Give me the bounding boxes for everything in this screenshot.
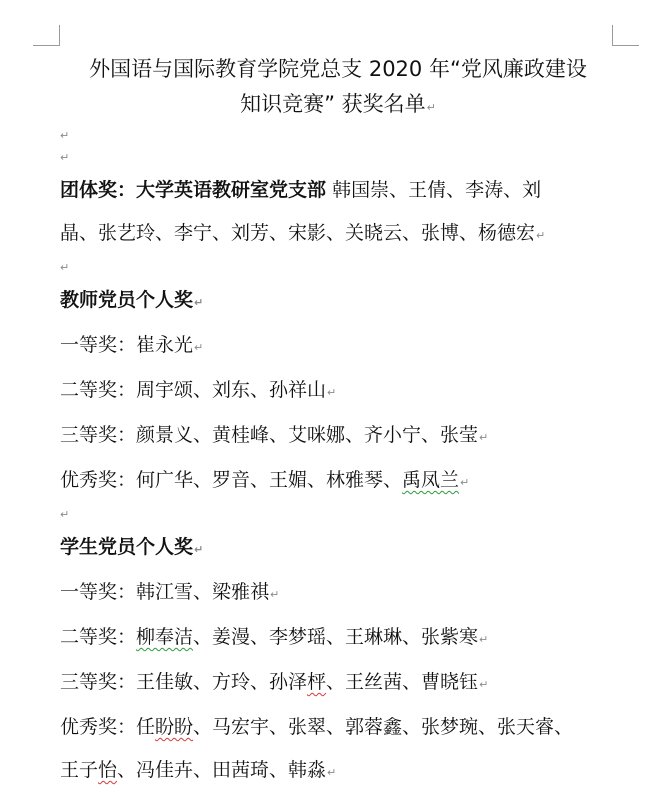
team-award-paragraph	[60, 169, 616, 257]
page-corner-mark-top-left	[33, 25, 60, 46]
paragraph-mark: ↵	[327, 386, 337, 399]
prize-names: 颜景义、黄桂峰、艾咪娜、齐小宁、张莹	[136, 424, 479, 446]
teacher-heading-text: 教师党员个人奖	[60, 289, 194, 311]
prize-names: 王佳敏、方玲、孙泽	[136, 671, 308, 693]
prize-names: 何广华、罗音、王媚、林雅琴、	[136, 469, 403, 491]
paragraph-mark: ↵	[460, 476, 470, 489]
paragraph-mark: ↵	[479, 431, 489, 444]
empty-paragraph: ↵	[60, 151, 70, 164]
prize-names: 韩江雪、梁雅祺	[136, 581, 270, 603]
paragraph-mark: ↵	[194, 296, 204, 309]
student-second-prize	[60, 616, 616, 661]
grammar-flagged-name[interactable]: 柳奉洁	[136, 626, 194, 648]
paragraph-mark: ↵	[479, 633, 489, 646]
prize-label: 二等奖：	[60, 379, 137, 401]
paragraph-mark: ↵	[426, 101, 436, 114]
prize-names: 、马宏宇、张翠、郭蓉鑫、张梦琬、张天睿、	[193, 716, 574, 738]
student-heading-text: 学生党员个人奖	[60, 536, 194, 558]
paragraph-mark: ↵	[194, 341, 204, 354]
teacher-excellent-prize	[60, 459, 616, 504]
prize-label: 一等奖：	[60, 581, 137, 603]
document-title-line-1	[60, 52, 616, 87]
empty-paragraph: ↵	[60, 129, 70, 142]
prize-names: 、冯佳卉、田茜琦、韩淼	[117, 759, 327, 781]
grammar-flagged-name[interactable]: 禹凤兰	[402, 469, 460, 491]
prize-names: 任	[136, 716, 156, 738]
prize-label: 优秀奖：	[60, 469, 137, 491]
paragraph-mark: ↵	[327, 766, 337, 779]
prize-names: 、姜漫、李梦瑶、王琳琳、张紫寒	[193, 626, 479, 648]
teacher-second-prize	[60, 369, 616, 414]
document-body	[60, 52, 616, 794]
paragraph-mark: ↵	[194, 543, 204, 556]
teacher-section-heading	[60, 279, 616, 324]
page-corner-mark-top-right	[612, 25, 639, 46]
team-award-label: 团体奖：	[60, 179, 137, 201]
student-excellent-prize-line-2	[60, 749, 616, 794]
spelling-flagged-char[interactable]: 枰	[307, 671, 327, 693]
prize-names: 、王丝茜、曹晓钰	[326, 671, 479, 693]
student-section-heading	[60, 526, 616, 571]
student-excellent-prize-line-1	[60, 706, 616, 749]
paragraph-mark: ↵	[536, 229, 546, 242]
prize-label: 三等奖：	[60, 671, 137, 693]
prize-label: 优秀奖：	[60, 716, 137, 738]
document-title-line-2	[60, 87, 616, 125]
prize-names: 周宇颂、刘东、孙祥山	[136, 379, 327, 401]
paragraph-mark: ↵	[270, 588, 280, 601]
team-award-members-1: 韩国崇、王倩、李涛、刘	[332, 179, 542, 201]
prize-label: 三等奖：	[60, 424, 137, 446]
team-award-members-2: 晶、张艺玲、李宁、刘芳、宋影、关晓云、张博、杨德宏	[60, 222, 536, 244]
prize-label: 二等奖：	[60, 626, 137, 648]
prize-names: 王子	[60, 759, 99, 781]
title-text-2: 知识竞赛” 获奖名单	[240, 92, 426, 116]
spelling-flagged-name[interactable]: 盼盼	[155, 716, 194, 738]
empty-paragraph: ↵	[60, 508, 70, 521]
title-text-1: 外国语与国际教育学院党总支 2020 年“党风廉政建设	[89, 57, 587, 81]
team-award-unit: 大学英语教研室党支部	[136, 179, 327, 201]
teacher-third-prize	[60, 414, 616, 459]
prize-label: 一等奖：	[60, 334, 137, 356]
empty-paragraph: ↵	[60, 261, 70, 274]
teacher-first-prize	[60, 324, 616, 369]
student-first-prize	[60, 571, 616, 616]
prize-names: 崔永光	[136, 334, 194, 356]
spelling-flagged-char[interactable]: 怡	[98, 759, 118, 781]
student-third-prize	[60, 661, 616, 706]
paragraph-mark: ↵	[479, 678, 489, 691]
